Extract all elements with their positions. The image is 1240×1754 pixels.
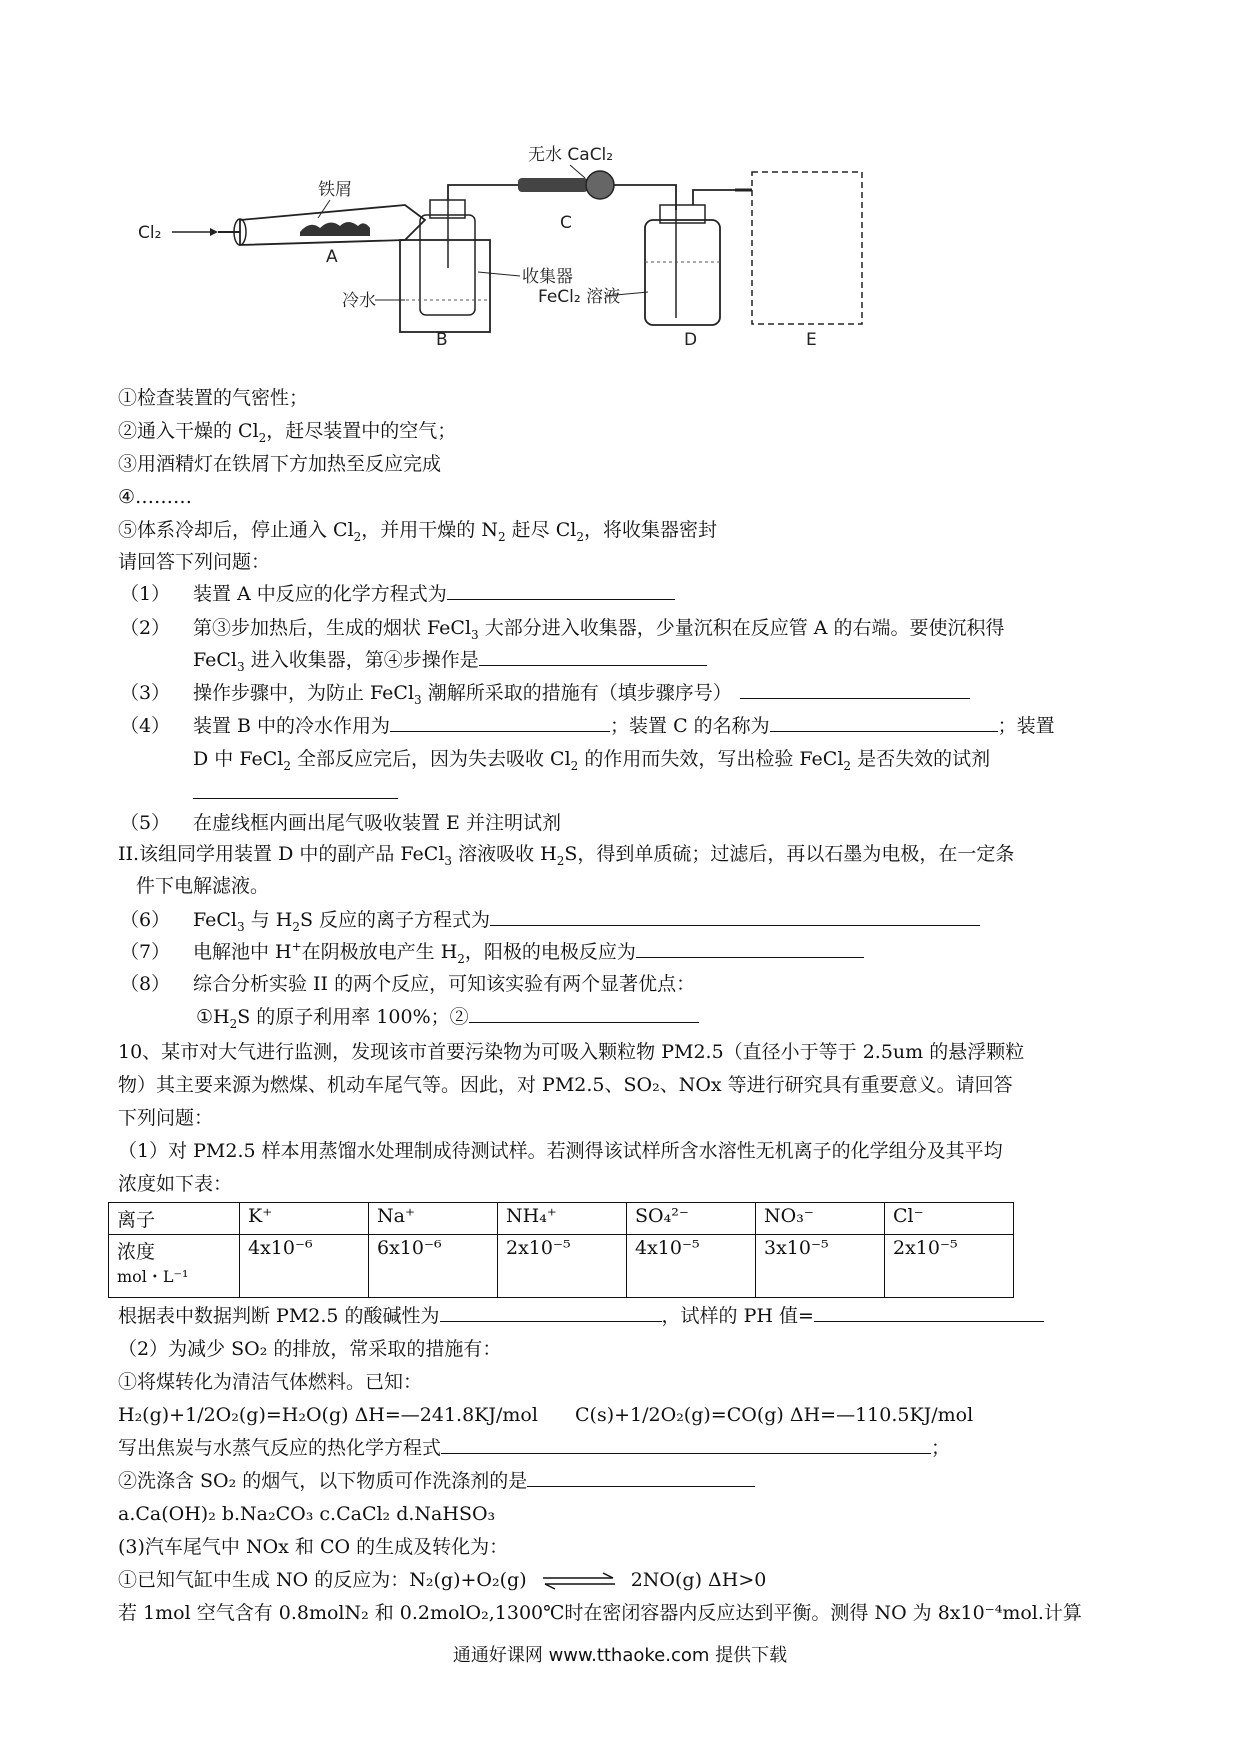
- table-cell: Na⁺: [369, 1203, 498, 1235]
- q10-line2: 物）其主要来源为燃煤、机动车尾气等。因此，对 PM2.5、SO₂、NOx 等进行研究具有重要意义。请回答: [118, 1074, 1013, 1096]
- p2-2-line: ②洗涤含 SO₂ 的烟气，以下物质可作洗涤剂的是: [118, 1467, 755, 1495]
- p3-1-line: ①已知气缸中生成 NO 的反应为：N₂(g)+O₂(g) 2NO(g) ΔH>0: [118, 1569, 767, 1591]
- drying-tube-c: [518, 178, 588, 192]
- p2-line: （2）为减少 SO₂ 的排放，常采取的措施有：: [118, 1338, 502, 1360]
- answer-blank[interactable]: [527, 1468, 755, 1487]
- answer-blank[interactable]: [636, 939, 864, 958]
- label-e: E: [806, 330, 817, 350]
- p2-1-line: ①将煤转化为清洁气体燃料。已知：: [118, 1371, 423, 1393]
- q2-text: 第③步加热后，生成的烟状 FeCl$_3$ 大部分进入收集器，少量沉积在反应管 A 的右端。要使沉积得: [193, 617, 1005, 642]
- iron-filings: [300, 222, 370, 236]
- fecl2-label: FeCl₂ 溶液: [538, 287, 621, 307]
- prompt: 请回答下列问题：: [118, 551, 271, 573]
- answer-blank[interactable]: [447, 581, 675, 600]
- q5-number: （5）: [120, 812, 171, 834]
- collector-label: 收集器: [522, 267, 573, 287]
- table-cell: 浓度 mol・L⁻¹: [109, 1235, 240, 1298]
- q4-text: 装置 B 中的冷水作用为 ；装置 C 的名称为 ；装置: [193, 715, 1055, 737]
- eq2: C(s)+1/2O₂(g)=CO(g) ΔH=—110.5KJ/mol: [575, 1404, 974, 1426]
- q8-sub: $①H_2S$ 的原子利用率 100%；②: [196, 1003, 699, 1031]
- write-eq-line: 写出焦炭与水蒸气反应的热化学方程式 ；: [118, 1437, 951, 1459]
- q3-number: （3）: [120, 682, 171, 704]
- apparatus-diagram: [0, 0, 1240, 360]
- label-c: C: [560, 213, 572, 233]
- answer-blank[interactable]: [740, 680, 970, 699]
- part2-line1: II.该组同学用装置 D 中的副产品 FeCl$_3$ 溶液吸收 $H_2S$，得到单质硫；过滤后，再以石墨为电极，在一定条: [118, 843, 1015, 868]
- step-1: ①检查装置的气密性；: [118, 387, 309, 409]
- q1-number: （1）: [120, 583, 171, 605]
- table-cell: 6x10⁻⁶: [369, 1235, 498, 1298]
- q2-number: （2）: [120, 617, 171, 639]
- equilibrium-arrow-icon: [541, 1572, 617, 1590]
- q10-line1: 10、某市对大气进行监测，发现该市首要污染物为可吸入颗粒物 PM2.5（直径小于等于 2.5um 的悬浮颗粒: [118, 1041, 1025, 1063]
- q8-number: （8）: [120, 973, 171, 995]
- q10-p1-line1: （1）对 PM2.5 样本用蒸馏水处理制成待测试样。若测得该试样所含水溶性无机离子的化学组分及其平均: [118, 1140, 1003, 1162]
- label-d: D: [684, 330, 698, 350]
- table-cell: Cl⁻: [885, 1203, 1014, 1235]
- answer-blank[interactable]: [814, 1303, 1044, 1322]
- part2-line2: 件下电解滤液。: [136, 875, 270, 897]
- q2-text-cont: FeCl$_3$ 进入收集器，第④步操作是: [193, 646, 707, 674]
- q7-text: 电解池中 H+在阴极放电产生 $H_2$，阳极的电极反应为: [193, 938, 864, 966]
- q1-text: 装置 A 中反应的化学方程式为: [193, 580, 675, 608]
- cl2-arrowhead: [210, 228, 218, 236]
- options-line: a.Ca(OH)₂ b.Na₂CO₃ c.CaCl₂ d.NaHSO₃: [118, 1503, 496, 1525]
- q4-text-cont: D 中 FeCl$_2$ 全部反应完后，因为失去吸收 $Cl_2$ 的作用而失效，写出检验 FeCl$_2$ 是否失效的试剂: [193, 748, 991, 773]
- table-cell: 离子: [109, 1203, 240, 1235]
- q4-number: （4）: [120, 715, 171, 737]
- q10-p1-line2: 浓度如下表：: [118, 1173, 233, 1195]
- eq1: H₂(g)+1/2O₂(g)=H₂O(g) ΔH=—241.8KJ/mol: [118, 1404, 538, 1426]
- p3-line: (3)汽车尾气中 NOx 和 CO 的生成及转化为：: [118, 1536, 509, 1558]
- label-a: A: [326, 247, 338, 267]
- label-b: B: [436, 330, 448, 350]
- tail-gas-box-e: [752, 172, 862, 324]
- q3-text: 操作步骤中，为防止 FeCl$_3$ 潮解所采取的措施有（填步骤序号）: [193, 679, 970, 707]
- q7-number: （7）: [120, 941, 171, 963]
- answer-blank[interactable]: [770, 713, 998, 732]
- q6-text: FeCl$_3$ 与 $H_2S$ 反应的离子方程式为: [193, 906, 980, 934]
- q6-number: （6）: [120, 909, 171, 931]
- table-cell: 4x10⁻⁵: [627, 1235, 756, 1298]
- iron-label: 铁屑: [318, 180, 352, 200]
- judge-line: 根据表中数据判断 PM2.5 的酸碱性为 ，试样的 PH 值=: [118, 1302, 1044, 1330]
- answer-blank[interactable]: [440, 1303, 662, 1322]
- table-cell: 2x10⁻⁵: [885, 1235, 1014, 1298]
- cl2-label: Cl₂: [138, 223, 162, 243]
- table-cell: 4x10⁻⁶: [240, 1235, 369, 1298]
- answer-blank[interactable]: [490, 907, 980, 926]
- answer-blank[interactable]: [469, 1004, 699, 1023]
- footer: 通通好课网 www.tthaoke.com 提供下载: [452, 1645, 788, 1666]
- table-cell: 2x10⁻⁵: [498, 1235, 627, 1298]
- table-row: [109, 1235, 1014, 1298]
- table-cell: NO₃⁻: [756, 1203, 885, 1235]
- cold-water-label: 冷水: [342, 291, 376, 311]
- anhydrous-label: 无水 CaCl₂: [528, 145, 614, 165]
- beaker-b: [400, 240, 490, 332]
- table-header-row: [109, 1203, 1014, 1235]
- ion-concentration-table: [108, 1202, 1014, 1298]
- table-cell: NH₄⁺: [498, 1203, 627, 1235]
- q5-text: 在虚线框内画出尾气吸收装置 E 并注明试剂: [193, 812, 561, 834]
- table-cell: SO₄²⁻: [627, 1203, 756, 1235]
- q10-line3: 下列问题：: [118, 1107, 214, 1129]
- q8-text: 综合分析实验 II 的两个反应，可知该实验有两个显著优点：: [193, 973, 696, 995]
- step-2: ②通入干燥的 $Cl_2$，赶尽装置中的空气；: [118, 420, 457, 445]
- table-cell: K⁺: [240, 1203, 369, 1235]
- wash-bottle-d: [645, 220, 720, 325]
- table-cell: 3x10⁻⁵: [756, 1235, 885, 1298]
- answer-blank[interactable]: [441, 1435, 931, 1454]
- answer-blank[interactable]: [479, 647, 707, 666]
- answer-blank[interactable]: [390, 713, 610, 732]
- answer-blank[interactable]: [193, 780, 398, 799]
- step-5: ⑤体系冷却后，停止通入 $Cl_2$，并用干燥的 $N_2$ 赶尽 $Cl_2$，将收集器密封: [118, 519, 717, 544]
- step-3: ③用酒精灯在铁屑下方加热至反应完成: [118, 453, 442, 475]
- step-4: ④………: [118, 486, 193, 508]
- p3-last-line: 若 1mol 空气含有 0.8molN₂ 和 0.2molO₂,1300℃时在密闭容器内反应达到平衡。测得 NO 为 8x10⁻⁴mol.计算: [118, 1602, 1082, 1624]
